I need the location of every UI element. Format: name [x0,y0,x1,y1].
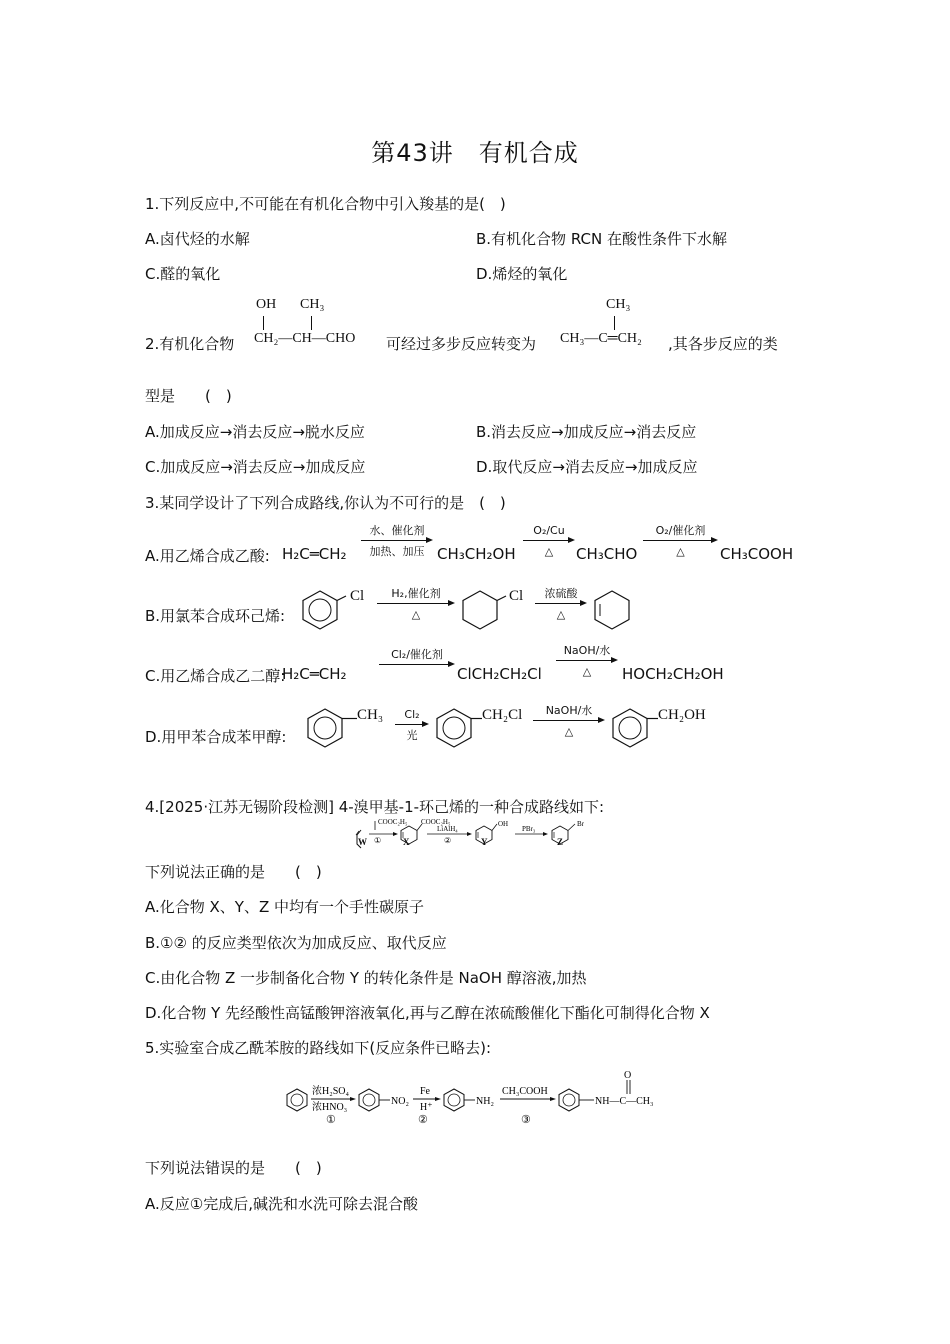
q3c-cond-1-top: Cl₂/催化剂 [391,648,443,661]
q3b-cond-1-bot: △ [411,608,421,621]
q2-struct1-backbone: CH₂—CH—CHO [254,331,356,346]
q3d-cond-1-top: Cl₂ [404,708,420,721]
q2-struct2-ch3: CH₃ [606,297,631,312]
arrow-icon [379,661,455,669]
q1-option-d[interactable]: D.烯烃的氧化 [476,265,568,283]
q3d-sub-3: CH₂OH [658,707,706,723]
q4-w-ester: COOC₂H₅ [378,818,408,826]
q5-carbonyl-o: O [624,1070,632,1081]
q4-label-z: Z [557,837,564,847]
q2-struct2-bond [614,316,615,330]
q3a-cond-3-top: O₂/催化剂 [655,524,706,537]
q5-scheme [282,1068,682,1130]
q3c-dichloroethane: ClCH₂CH₂Cl [457,665,542,683]
q3d-cond-2-bot: △ [564,725,574,738]
q3a-ethanol: CH₃CH₂OH [437,545,516,563]
q5-cond-2-bot: H⁺ [420,1102,433,1113]
page-title: 第43讲 有机合成 [371,139,579,167]
q3c-cond-2-bot: △ [582,665,592,678]
q4-option-d[interactable]: D.化合物 Y 先经酸性高锰酸钾溶液氧化,再与乙醇在浓硫酸催化下酯化可制得化合物 X [145,1004,710,1022]
q3a-acetic-acid: CH₃COOH [720,545,794,563]
q1-option-b[interactable]: B.有机化合物 RCN 在酸性条件下水解 [476,230,727,248]
q5-cond-2-top: Fe [420,1086,430,1097]
q3a-cond-1-top: 水、催化剂 [369,524,425,537]
q3b-arrow-2 [535,587,587,621]
q4-label-y: Y [481,837,488,847]
q2-stem-tail: ,其各步反应的类 [668,335,778,353]
q3b-label[interactable]: B.用氯苯合成环己烯: [145,607,286,625]
q5-step-1: ① [326,1114,336,1126]
q3d-label[interactable]: D.用甲苯合成苯甲醇: [145,728,287,746]
q3c-ethylene: H₂C═CH₂ [282,665,347,683]
q4-scheme [355,818,605,850]
q4-z-br: Br [577,820,584,828]
q4-step-1: ① [374,836,382,845]
benzyl-chloride-ring-icon [434,706,484,750]
q2-option-b[interactable]: B.消去反应→加成反应→消去反应 [476,423,697,441]
q3a-acetaldehyde: CH₃CHO [576,545,638,563]
q3d-sub-1: CH₃ [357,707,384,723]
q3d-cond-2-top: NaOH/水 [545,704,593,717]
q4-step-2-reagent: LiAlH₄ [437,825,458,833]
q5-prompt: 下列说法错误的是 ( ) [145,1159,322,1177]
q5-stem: 5.实验室合成乙酰苯胺的路线如下(反应条件已略去): [145,1039,492,1057]
q3c-label[interactable]: C.用乙烯合成乙二醇: [145,667,286,685]
q4-option-b[interactable]: B.①② 的反应类型依次为加成反应、取代反应 [145,934,447,952]
q3a-cond-1-bot: 加热、加压 [369,545,425,558]
q3b-arrow-1 [377,587,455,621]
q3a-ethylene: H₂C═CH₂ [282,545,347,563]
q3d-arrow-1 [395,708,429,742]
q3a-cond-2-top: O₂/Cu [533,524,565,537]
q3b-sub-1: Cl [350,588,365,604]
q3b-cond-1-top: H₂,催化剂 [391,587,441,600]
q3b-sub-2: Cl [509,588,524,604]
arrow-icon [643,537,718,545]
q3d-sub-2: CH₂Cl [482,707,523,723]
q2-struct1-ch3: CH₃ [300,297,325,312]
q2-struct1-oh: OH [256,297,277,312]
q3c-arrow-1 [379,648,455,669]
q1-option-c[interactable]: C.醛的氧化 [145,265,221,283]
q3b-cond-2-top: 浓硫酸 [544,587,578,600]
q4-label-w: W [358,837,367,847]
q5-group-1: NO₂ [391,1096,409,1107]
q5-cond-3-top: CH₃COOH [502,1086,548,1097]
q1-option-a[interactable]: A.卤代烃的水解 [145,230,250,248]
arrow-icon [395,721,429,729]
q5-group-3: NH—C—CH₃ [595,1096,654,1107]
q2-struct1-bond2 [311,316,312,330]
arrow-icon [533,717,605,725]
q3a-arrow-3 [643,524,718,558]
arrow-icon [556,657,618,665]
q4-y-oh: OH [498,820,509,828]
q1-stem: 1.下列反应中,不可能在有机化合物中引入羧基的是( ) [145,195,506,213]
q2-option-c[interactable]: C.加成反应→消去反应→加成反应 [145,458,366,476]
q5-cond-1-top: 浓H₂SO₄ [312,1086,349,1097]
q3b-cond-2-bot: △ [556,608,566,621]
q3a-arrow-2 [523,524,575,558]
benzyl-alcohol-ring-icon [610,706,660,750]
q4-step-3-reagent: PBr₃ [522,825,536,833]
q2-struct1-bond1 [263,316,264,330]
q4-label-x: X [403,837,410,847]
q2-struct2-backbone: CH₃—C═CH₂ [560,331,642,346]
q4-step-2: ② [444,836,452,845]
q3c-ethylene-glycol: HOCH₂CH₂OH [622,665,724,683]
q3a-cond-3-bot: △ [676,545,685,558]
q3a-cond-2-bot: △ [544,545,554,558]
chlorocyclohexane-ring-icon [460,588,510,632]
q3d-arrow-2 [533,704,605,738]
chlorobenzene-ring-icon [300,588,350,632]
arrow-icon [377,600,455,608]
q2-stem-cont: 型是 ( ) [145,387,232,405]
q3-stem: 3.某同学设计了下列合成路线,你认为不可行的是 ( ) [145,494,506,512]
q4-x-ester: COOC₂H₅ [421,818,451,826]
q4-option-c[interactable]: C.由化合物 Z 一步制备化合物 Y 的转化条件是 NaOH 醇溶液,加热 [145,969,587,987]
arrow-icon [361,537,433,545]
arrow-icon [535,600,587,608]
q3d-cond-1-bot: 光 [406,729,418,742]
q3c-arrow-2 [556,644,618,678]
q2-stem-mid: 可经过多步反应转变为 [386,335,537,353]
q5-option-a[interactable]: A.反应①完成后,碱洗和水洗可除去混合酸 [145,1195,418,1213]
q4-option-a[interactable]: A.化合物 X、Y、Z 中均有一个手性碳原子 [145,898,425,916]
q3a-arrow-1 [361,524,433,558]
q3a-label[interactable]: A.用乙烯合成乙酸: [145,547,270,565]
q5-step-2: ② [418,1114,428,1126]
q2-option-d[interactable]: D.取代反应→消去反应→加成反应 [476,458,698,476]
q4-stem: 4.[2025·江苏无锡阶段检测] 4-溴甲基-1-环己烯的一种合成路线如下: [145,798,605,816]
cyclohexene-ring-icon [592,588,636,632]
q2-option-a[interactable]: A.加成反应→消去反应→脱水反应 [145,423,365,441]
q5-group-2: NH₂ [476,1096,494,1107]
arrow-icon [523,537,575,545]
q4-prompt: 下列说法正确的是 ( ) [145,863,322,881]
q5-step-3: ③ [521,1114,531,1126]
toluene-ring-icon [305,706,355,750]
q5-cond-1-bot: 浓HNO₃ [312,1102,348,1113]
q2-stem-lead: 2.有机化合物 [145,335,235,353]
q3c-cond-2-top: NaOH/水 [563,644,611,657]
